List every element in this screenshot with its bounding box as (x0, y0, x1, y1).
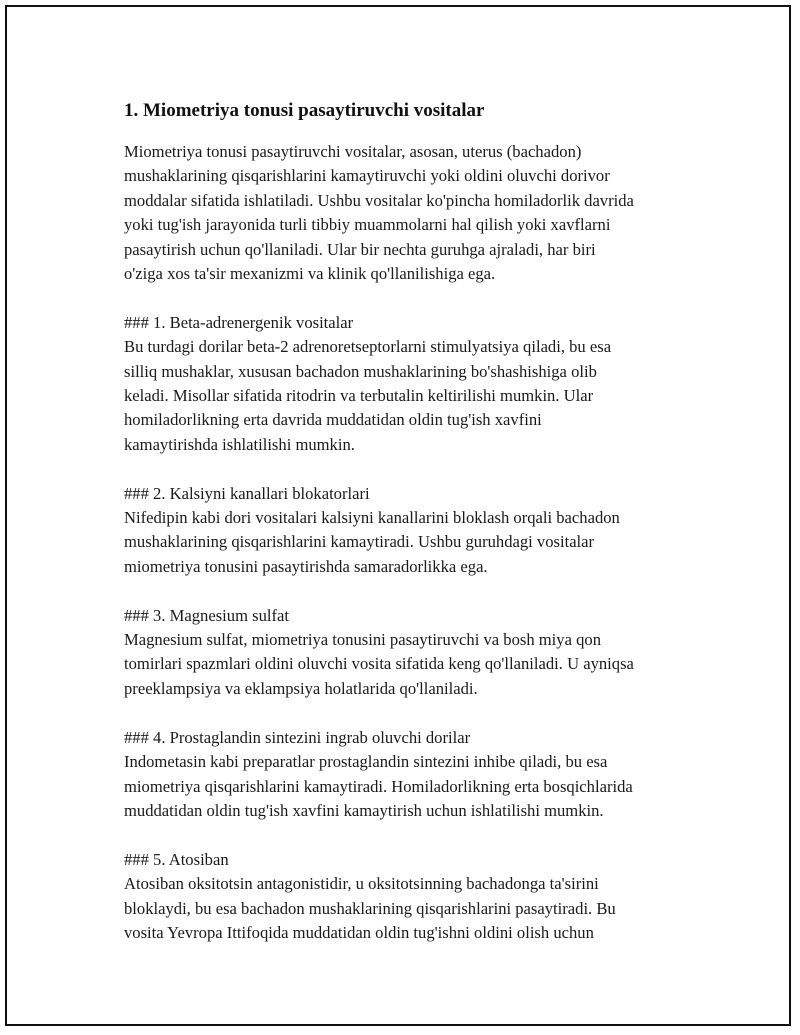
section-heading: ### 4. Prostaglandin sintezini ingrab oluvchi dorilar (124, 727, 471, 747)
text-line: kamaytirishda ishlatilishi mumkin. (124, 434, 355, 454)
text-line: mushaklarining qisqarishlarini kamaytiruvchi yoki oldini oluvchi dorivor (124, 166, 610, 186)
section-heading: ### 2. Kalsiyni kanallari blokatorlari (124, 483, 370, 503)
text-line: silliq mushaklar, xususan bachadon mushaklarining bo'shashishiga olib (124, 361, 597, 381)
text-line: yoki tug'ish jarayonida turli tibbiy muammolarni hal qilish yoki xavflarni (124, 215, 611, 235)
text-line: miometriya tonusini pasaytirishda samaradorlikka ega. (124, 556, 488, 576)
text-line: o'ziga xos ta'sir mexanizmi va klinik qo'llanilishiga ega. (124, 264, 496, 284)
section-paragraph (124, 750, 704, 823)
text-line: mushaklarining qisqarishlarini kamaytiradi. Ushbu guruhdagi vositalar (124, 532, 595, 552)
section-heading: ### 5. Atosiban (124, 849, 229, 869)
page-frame (5, 5, 791, 1026)
text-line: Indometasin kabi preparatlar prostaglandin sintezini inhibe qiladi, bu esa (124, 752, 608, 772)
text-line: miometriya qisqarishlarini kamaytiradi. Homiladorlikning erta bosqichlarida (124, 776, 633, 796)
section-heading: ### 1. Beta-adrenergenik vositalar (124, 312, 354, 332)
section-paragraph (124, 335, 704, 457)
section-prostaglandin (124, 726, 704, 824)
text-line: preeklampsiya va eklampsiya holatlarida qo'llaniladi. (124, 678, 478, 698)
text-line: muddatidan oldin tug'ish xavfini kamaytirish uchun ishlatilishi mumkin. (124, 800, 604, 820)
text-line: keladi. Misollar sifatida ritodrin va terbutalin keltirilishi mumkin. Ular (124, 386, 594, 406)
text-line: Miometriya tonusi pasaytiruvchi vositalar, asosan, uterus (bachadon) (124, 142, 582, 161)
text-line: homiladorlikning erta davrida muddatidan oldin tug'ish xavfini (124, 410, 542, 430)
document-body (124, 99, 704, 945)
section-atosiban (124, 848, 704, 946)
section-paragraph (124, 872, 704, 945)
text-line: Nifedipin kabi dori vositalari kalsiyni kanallarini bloklash orqali bachadon (124, 508, 620, 528)
text-line: pasaytirish uchun qo'llaniladi. Ular bir nechta guruhga ajraladi, har biri (124, 239, 596, 259)
section-paragraph (124, 506, 704, 579)
text-line: Atosiban oksitotsin antagonistidir, u oksitotsinning bachadonga ta'sirini (124, 874, 599, 894)
text-line: moddalar sifatida ishlatiladi. Ushbu vositalar ko'pincha homiladorlik davrida (124, 190, 634, 210)
section-magnesium-sulfat (124, 604, 704, 702)
section-heading: ### 3. Magnesium sulfat (124, 605, 289, 625)
document-title: 1. Miometriya tonusi pasaytiruvchi vositalar (124, 100, 485, 121)
section-kalsiyni-kanallari (124, 482, 704, 580)
text-line: bloklaydi, bu esa bachadon mushaklarining qisqarishlarini pasaytiradi. Bu (124, 898, 616, 918)
text-line: Bu turdagi dorilar beta-2 adrenoretseptorlarni stimulyatsiya qiladi, bu esa (124, 337, 612, 357)
text-line: tomirlari spazmlari oldini oluvchi vosita sifatida keng qo'llaniladi. U ayniqsa (124, 654, 634, 674)
section-beta-adrenergenik (124, 311, 704, 457)
text-line: vosita Yevropa Ittifoqida muddatidan oldin tug'ishni oldini olish uchun (124, 922, 594, 942)
intro-paragraph (124, 140, 704, 286)
section-paragraph (124, 628, 704, 701)
text-line: Magnesium sulfat, miometriya tonusini pasaytiruvchi va bosh miya qon (124, 630, 601, 650)
